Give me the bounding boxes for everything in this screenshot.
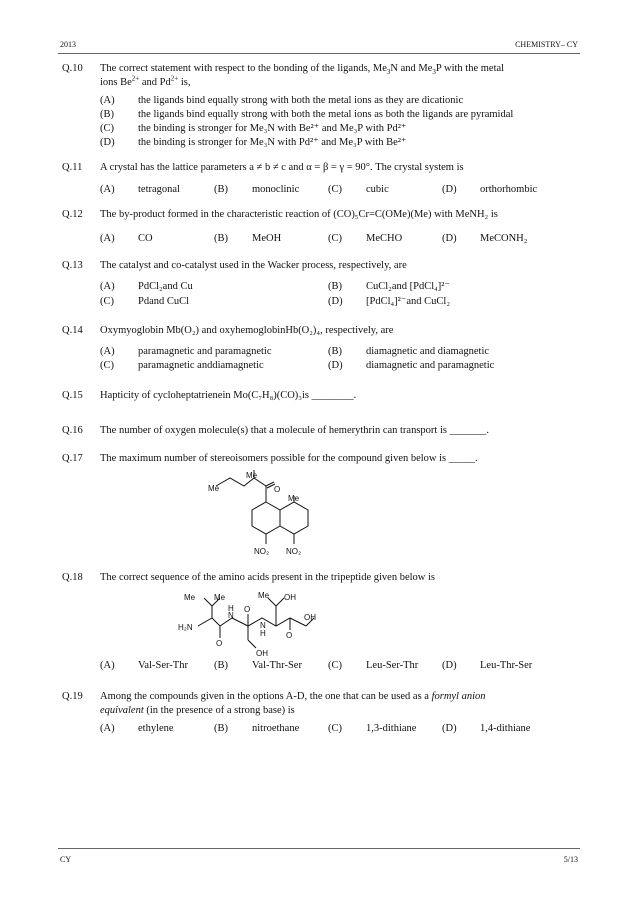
option-b-text: CuCl₂and [PdCl₄]²⁻: [366, 281, 450, 292]
option-b[interactable]: (B): [328, 346, 342, 357]
footer-code: CY: [60, 855, 72, 864]
option-b[interactable]: (B): [214, 233, 228, 244]
option-c-text: cubic: [366, 184, 389, 195]
label-me3: Me: [258, 591, 270, 600]
option-c[interactable]: (C): [328, 184, 342, 195]
question-text: The number of oxygen molecule(s) that a molecule of hemerythrin can transport is _______.: [100, 425, 489, 436]
option-a[interactable]: (A): [100, 660, 115, 671]
label-n2: N: [260, 621, 266, 630]
option-d[interactable]: (D): [328, 360, 343, 371]
label-me1: Me: [184, 593, 196, 602]
option-b-text: MeOH: [252, 233, 282, 244]
option-c-text: the binding is stronger for Me₃N with Be²⁺ and Me₃P with Pd²⁺: [138, 123, 407, 134]
question-number: Q.13: [62, 260, 83, 271]
footer-page: 5/13: [563, 855, 578, 864]
label-me-right: Me: [288, 494, 300, 503]
option-a-text: Val-Ser-Thr: [138, 660, 188, 671]
option-d[interactable]: (D): [328, 296, 343, 307]
option-a[interactable]: (A): [100, 281, 115, 292]
label-me2: Me: [214, 593, 226, 602]
option-b-text: monoclinic: [252, 184, 300, 195]
question-number: Q.11: [62, 162, 83, 173]
question-text: The maximum number of stereoisomers possible for the compound given below is _____.: [100, 453, 478, 464]
option-d-text: [PdCl₄]²⁻and CuCl₂: [366, 296, 450, 307]
option-b-text: diamagnetic and diamagnetic: [366, 346, 490, 357]
option-a[interactable]: (A): [100, 233, 115, 244]
option-c-text: 1,3-dithiane: [366, 723, 417, 734]
question-number: Q.12: [62, 209, 83, 220]
option-a-text: the ligands bind equally strong with both the metal ions as they are dicationic: [138, 95, 464, 106]
option-c[interactable]: (C): [328, 660, 342, 671]
question-13: [62, 259, 582, 309]
header-subject: CHEMISTRY– CY: [515, 40, 578, 49]
label-oh3: OH: [256, 649, 268, 658]
option-b[interactable]: (B): [328, 281, 342, 292]
option-c-text: Leu-Ser-Thr: [366, 660, 419, 671]
label-oh1: OH: [284, 593, 296, 602]
option-c[interactable]: (C): [100, 296, 114, 307]
label-h2n: H₂N: [178, 623, 193, 632]
question-15: [62, 389, 582, 405]
option-c[interactable]: (C): [328, 723, 342, 734]
option-d[interactable]: (D): [442, 660, 457, 671]
header-rule: [58, 53, 580, 54]
question-14: [62, 324, 582, 374]
question-12: [62, 208, 582, 244]
question-text: The by-product formed in the characteristic reaction of (CO)₅Cr=C(OMe)(Me) with MeNH₂ is: [100, 209, 498, 220]
option-c[interactable]: (C): [100, 360, 114, 371]
option-d[interactable]: (D): [100, 137, 115, 148]
label-me-top: Me: [246, 471, 258, 480]
question-number: Q.14: [62, 325, 83, 336]
option-b[interactable]: (B): [214, 660, 228, 671]
question-number: Q.18: [62, 572, 83, 583]
option-a-text: ethylene: [138, 723, 174, 734]
label-no2-b: NO₂: [286, 547, 302, 556]
question-text: The correct sequence of the amino acids present in the tripeptide given below is: [100, 572, 436, 583]
question-number: Q.10: [62, 63, 83, 74]
option-a-text: tetragonal: [138, 184, 180, 195]
option-a[interactable]: (A): [100, 95, 115, 106]
label-n1: N: [228, 611, 234, 620]
question-17: [62, 452, 582, 468]
option-d-text: the binding is stronger for Me₃N with Pd²⁺ and Me₃P with Be²⁺: [138, 137, 407, 148]
question-text: Among the compounds given in the options A-D, the one that can be used as a formyl anion equivalent (in the presence of a strong base) is: [100, 691, 486, 716]
option-d[interactable]: (D): [442, 723, 457, 734]
option-c[interactable]: (C): [100, 123, 114, 134]
question-16: [62, 424, 582, 440]
footer-rule: [58, 848, 580, 849]
question-number: Q.15: [62, 390, 83, 401]
question-10: [62, 62, 582, 152]
option-a-text: PdCl₂and Cu: [138, 281, 193, 292]
label-me-left: Me: [208, 484, 220, 493]
header-year: 2013: [60, 40, 76, 49]
biphenyl-structure: [208, 468, 328, 560]
option-a[interactable]: (A): [100, 346, 115, 357]
label-no2-a: NO₂: [254, 547, 270, 556]
label-oh2: OH: [304, 613, 316, 622]
question-number: Q.19: [62, 691, 83, 702]
label-o2: O: [244, 605, 251, 614]
option-d-text: MeCONH₂: [480, 233, 528, 244]
question-text: A crystal has the lattice parameters a ≠ b ≠ c and α = β = γ = 90°. The crystal system is: [100, 162, 464, 173]
label-o3: O: [286, 631, 293, 640]
question-18: [62, 571, 582, 587]
option-c[interactable]: (C): [328, 233, 342, 244]
option-d[interactable]: (D): [442, 184, 457, 195]
tripeptide-structure: [176, 586, 336, 658]
option-d[interactable]: (D): [442, 233, 457, 244]
option-d-text: diamagnetic and paramagnetic: [366, 360, 495, 371]
question-19: [62, 690, 582, 740]
question-text: Hapticity of cycloheptatrienein Mo(C₇H₈)(CO)₃is ________.: [100, 390, 357, 401]
label-h1: H: [228, 604, 234, 613]
option-a[interactable]: (A): [100, 723, 115, 734]
question-number: Q.16: [62, 425, 83, 436]
option-b-text: Val-Thr-Ser: [252, 660, 302, 671]
option-b[interactable]: (B): [214, 184, 228, 195]
option-d-text: orthorhombic: [480, 184, 538, 195]
question-number: Q.17: [62, 453, 83, 464]
option-c-text: paramagnetic anddiamagnetic: [138, 360, 264, 371]
option-d-text: Leu-Thr-Ser: [480, 660, 533, 671]
option-b[interactable]: (B): [214, 723, 228, 734]
option-c-text: MeCHO: [366, 233, 403, 244]
option-a[interactable]: (A): [100, 184, 115, 195]
option-d-text: 1,4-dithiane: [480, 723, 531, 734]
option-a-text: paramagnetic and paramagnetic: [138, 346, 272, 357]
question-11: [62, 161, 582, 197]
label-o1: O: [216, 639, 223, 648]
option-b-text: nitroethane: [252, 723, 300, 734]
option-b-text: the ligands bind equally strong with both the metal ions as both the ligands are pyramidal: [138, 109, 514, 120]
option-a-text: CO: [138, 233, 153, 244]
question-text: The correct statement with respect to the bonding of the ligands, $Me_3N$ and $Me_3P$ with the metal ions $Be^{2+}$ and $Pd^{2+}$ is,: [100, 63, 505, 88]
question-18-options: [62, 659, 582, 675]
label-o: O: [274, 485, 281, 494]
question-text: The catalyst and co-catalyst used in the Wacker process, respectively, are: [100, 260, 407, 271]
question-text: Oxymyoglobin Mb(O₂) and oxyhemoglobinHb(O₂)₄, respectively, are: [100, 325, 394, 336]
option-b[interactable]: (B): [100, 109, 114, 120]
label-h2: H: [260, 629, 266, 638]
option-c-text: Pdand CuCl: [138, 296, 190, 307]
